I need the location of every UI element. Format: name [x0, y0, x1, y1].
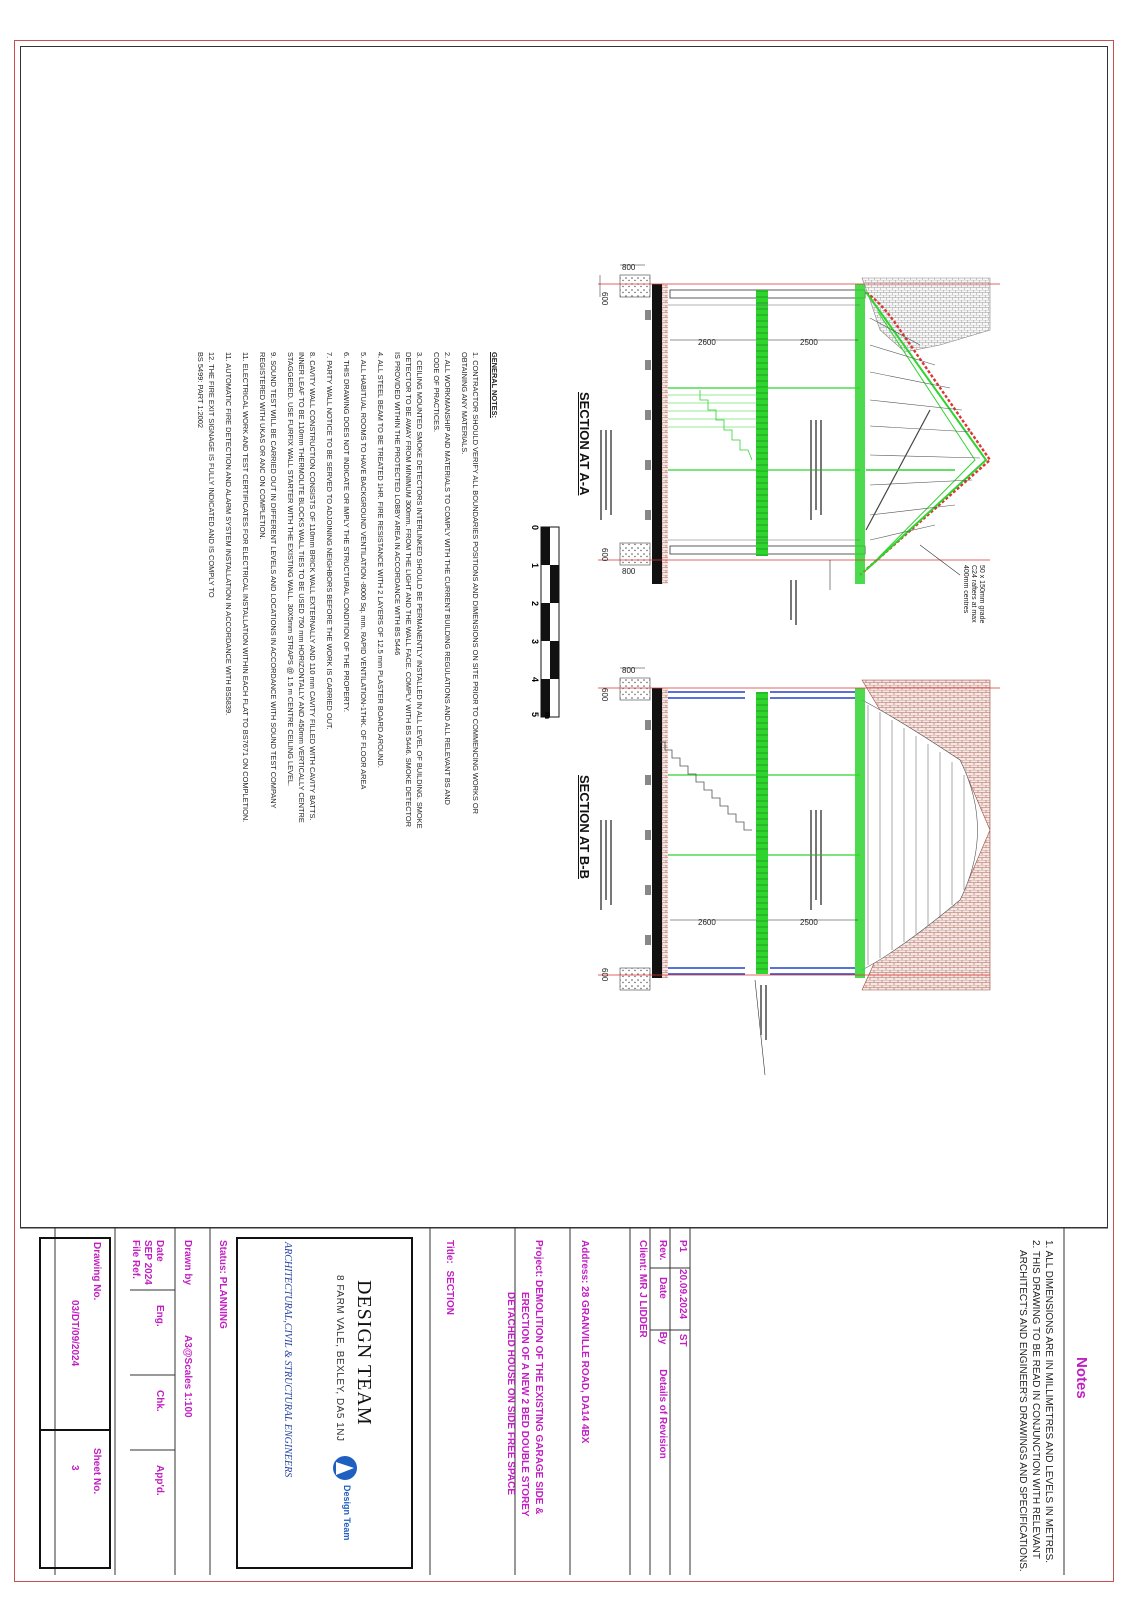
general-note-line: 11. AUTOMATIC FIRE DETECTION AND ALARM SYSTEM INSTALLATION IN ACCORDANCE WITH BS5839.	[224, 352, 233, 716]
scale-unit: m	[543, 712, 552, 720]
scale-bar	[541, 527, 559, 720]
note-item-2: 2. THIS DRAWING TO BE READ IN CONJUNCTION WITH RELEVANT	[1030, 1240, 1041, 1559]
general-note-line: BS 5499: PART 1:2002	[196, 352, 205, 429]
rafter-note: 50 x 150mm grade C24 rafters at max 400mm centres	[962, 565, 985, 624]
general-note-line: CODE OF PRACTICES.	[432, 352, 441, 433]
eng-label: Eng.	[154, 1305, 165, 1327]
dim-b-2600: 2600	[698, 918, 716, 927]
company-name: DESIGN TEAM	[353, 1280, 375, 1426]
date-header: Date	[657, 1277, 668, 1299]
by-header: By	[657, 1331, 668, 1345]
title-field: Title: SECTION	[444, 1240, 455, 1315]
client-field: Client: MR J LIDDER	[637, 1240, 648, 1338]
general-note-line: 8. CAVITY WALL CONSTRUCTION CONSISTS OF 110mm BRICK WALL EXTERNALLY AND 110 mm CAVITY FILLED WITH CAVITY BATTS.	[308, 352, 317, 821]
general-note-line: 4. ALL STEEL BEAM TO BE TREATED 1HR. FIRE RESISTANCE WITH 2 LAYERS OF 12.5 mm PLASTER BOARD AROUND.	[376, 352, 385, 768]
section-b-b	[598, 666, 1000, 1075]
general-note-line: 9. SOUND TEST WILL BE CARRIED OUT IN DIFFERENT LEVELS AND LOCATIONS IN ACCORDANCE WITH SOUND TEST COMPANY	[269, 352, 278, 809]
general-notes-heading: GENERAL NOTES:	[490, 352, 499, 418]
general-note-line: OBTAINING ANY MATERIALS.	[460, 352, 469, 455]
section-a-a-title: SECTION AT A-A	[577, 392, 592, 496]
project-field: Project: DEMOLITION OF THE EXISTING GARAGE SIDE & ERECTION OF A NEW 2 BED DOUBLE STOREY DETACHED HOUSE ON SIDE FREE SPACE	[505, 1240, 544, 1517]
general-note-line: 3. CEILING MOUNTED SMOKE DETECTORS INTERLINKED SHOULD BE PERMANENTLY INSTALLED IN ALL LEVEL OF BUILDING. SMOKE	[415, 352, 424, 829]
scale-label-4: 4	[530, 677, 540, 683]
general-note-line: 7. PARTY WALL NOTICE TO BE SERVED TO ADJOINING NEIGHBORS BEFORE THE WORK IS CARRIED OUT.	[325, 352, 334, 730]
general-note-line: STAGGERED. USE FURFIX WALL STARTER WITH THE EXISTING WALL. 30X5mm STRAPS @ 1.5 m CENTRE CEILING LEVEL.	[286, 352, 295, 787]
dim-b-600-bot: 600	[600, 968, 609, 982]
sheet-no-value: 3	[69, 1465, 80, 1471]
revision-headers	[657, 1240, 668, 1459]
design-team-logo-icon	[333, 1456, 357, 1480]
company-tagline: ARCHITECTURAL,CIVIL & STRUCTURAL ENGINEERS	[282, 1242, 293, 1478]
general-notes	[195, 352, 500, 829]
status-field: Status: PLANNING	[217, 1240, 228, 1329]
scale-label-1: 1	[530, 563, 540, 569]
logo-text: Design Team	[342, 1485, 352, 1541]
rev-date-value: 20.09.2024	[677, 1269, 688, 1320]
section-a-a	[598, 263, 1000, 600]
scale-label-2: 2	[530, 601, 540, 607]
annotation-marks	[600, 420, 822, 1040]
notes-title: Notes	[1073, 1357, 1090, 1399]
note-item-1: 1. ALL DIMENSIONS ARE IN MILLIMETRES AND LEVELS IN METRES.	[1043, 1240, 1054, 1564]
scale-label-0: 0	[530, 525, 540, 531]
general-note-line: 12. THE FIRE EXIT SIGNAGE IS FULLY INDICATED AND IS COMPLY TO	[207, 352, 216, 598]
dim-a-800-top: 800	[622, 263, 636, 272]
general-note-line: IS PROVIDED WITHIN THE PROTECTED LOBBY AREA IN ACCORDANCE WITH BS 5446	[393, 352, 402, 656]
dim-a-2500: 2500	[800, 338, 818, 347]
general-note-line: 1. CONTRACTOR SHOULD VERIFY ALL BOUNDARIES POSITIONS AND DIMENSIONS ON SITE PRIOR TO COMMENCING WORKS OR	[471, 352, 480, 814]
drawing-no-label: Drawing No.	[91, 1242, 102, 1301]
dim-a-800-bot: 800	[622, 567, 636, 576]
rev-by-value: ST	[677, 1333, 688, 1347]
general-note-line: REGISTERED WITH UKAS OR ANC ON COMPLETION.	[258, 352, 267, 540]
scale-label-3: 3	[530, 639, 540, 645]
general-note-line: 6. THIS DRAWING DOES NOT INDICATE OR IMPLY THE STRUCTURAL CONDITION OF THE PROPERTY.	[342, 352, 351, 712]
dim-b-800: 800	[622, 666, 636, 675]
dim-b-2500: 2500	[800, 918, 818, 927]
dim-b-600-top: 600	[600, 688, 609, 702]
drawn-by-field: Drawn byA3@Scales 1:100	[182, 1240, 193, 1418]
notes-list	[1016, 1240, 1055, 1572]
general-note-line: DETECTOR TO BE AWAY FROM MINIMUM 300mm. FROM THE LIGHT AND THE WALL FACE. COMPLY WITH BS 5446. SMOKE DETECTOR	[404, 352, 413, 827]
file-ref-label: File Ref.	[130, 1240, 141, 1279]
chk-label: Chk.	[154, 1390, 165, 1412]
address-field: Address: 28 GRANVILLE ROAD, DA14 4BX	[579, 1240, 590, 1444]
dim-a-600-top: 600	[600, 292, 609, 306]
dim-a-2600: 2600	[698, 338, 716, 347]
general-note-line: 5. ALL HABITUAL ROOMS TO HAVE BACKGROUND VENTILATION -8000 Sq. mm. RAPID VENTILATION-1THK. OF FLOOR AREA	[359, 352, 368, 790]
date-field: Date SEP 2024	[142, 1240, 165, 1285]
revision-row	[677, 1240, 688, 1347]
rev-value: P1	[677, 1240, 688, 1253]
general-note-line: 2. ALL WORKMANSHIP AND MATERIALS TO COMPLY WITH THE CURRENT BUILDING REGULATIONS AND ALL RELEVANT BS AND	[443, 352, 452, 805]
details-header: Details of Revision	[657, 1369, 668, 1459]
general-note-line: 11. ELECTRICAL WORK AND TEST CERTIFICATES FOR ELECTRICAL INSTALLATION WITHIN EACH FLAT TO BS7671 ON COMPLETION.	[241, 352, 250, 823]
appd-label: App'd.	[154, 1465, 165, 1496]
drawing-no-value: 03/DT/09/2024	[69, 1300, 80, 1367]
rev-header: Rev.	[657, 1240, 668, 1261]
section-b-b-title: SECTION AT B-B	[577, 775, 592, 879]
company-address: 8 FARM VALE, BEXLEY, DA5 1NJ	[334, 1275, 345, 1442]
note-item-2-cont: ARCHITECT'S AND ENGINEER'S DRAWINGS AND SPECIFICATIONS.	[1017, 1250, 1028, 1572]
sheet-no-label: Sheet No.	[91, 1448, 102, 1495]
dim-a-600-bot: 600	[600, 548, 609, 562]
general-note-line: INNER LEAF TO BE 110mm THERMOLITE BLOCKS WALL TIES TO BE USED 750 mm HORIZONTALLY AND 450mm VERTICALLY CENTRE	[297, 352, 306, 823]
scale-label-5: 5	[530, 712, 540, 718]
